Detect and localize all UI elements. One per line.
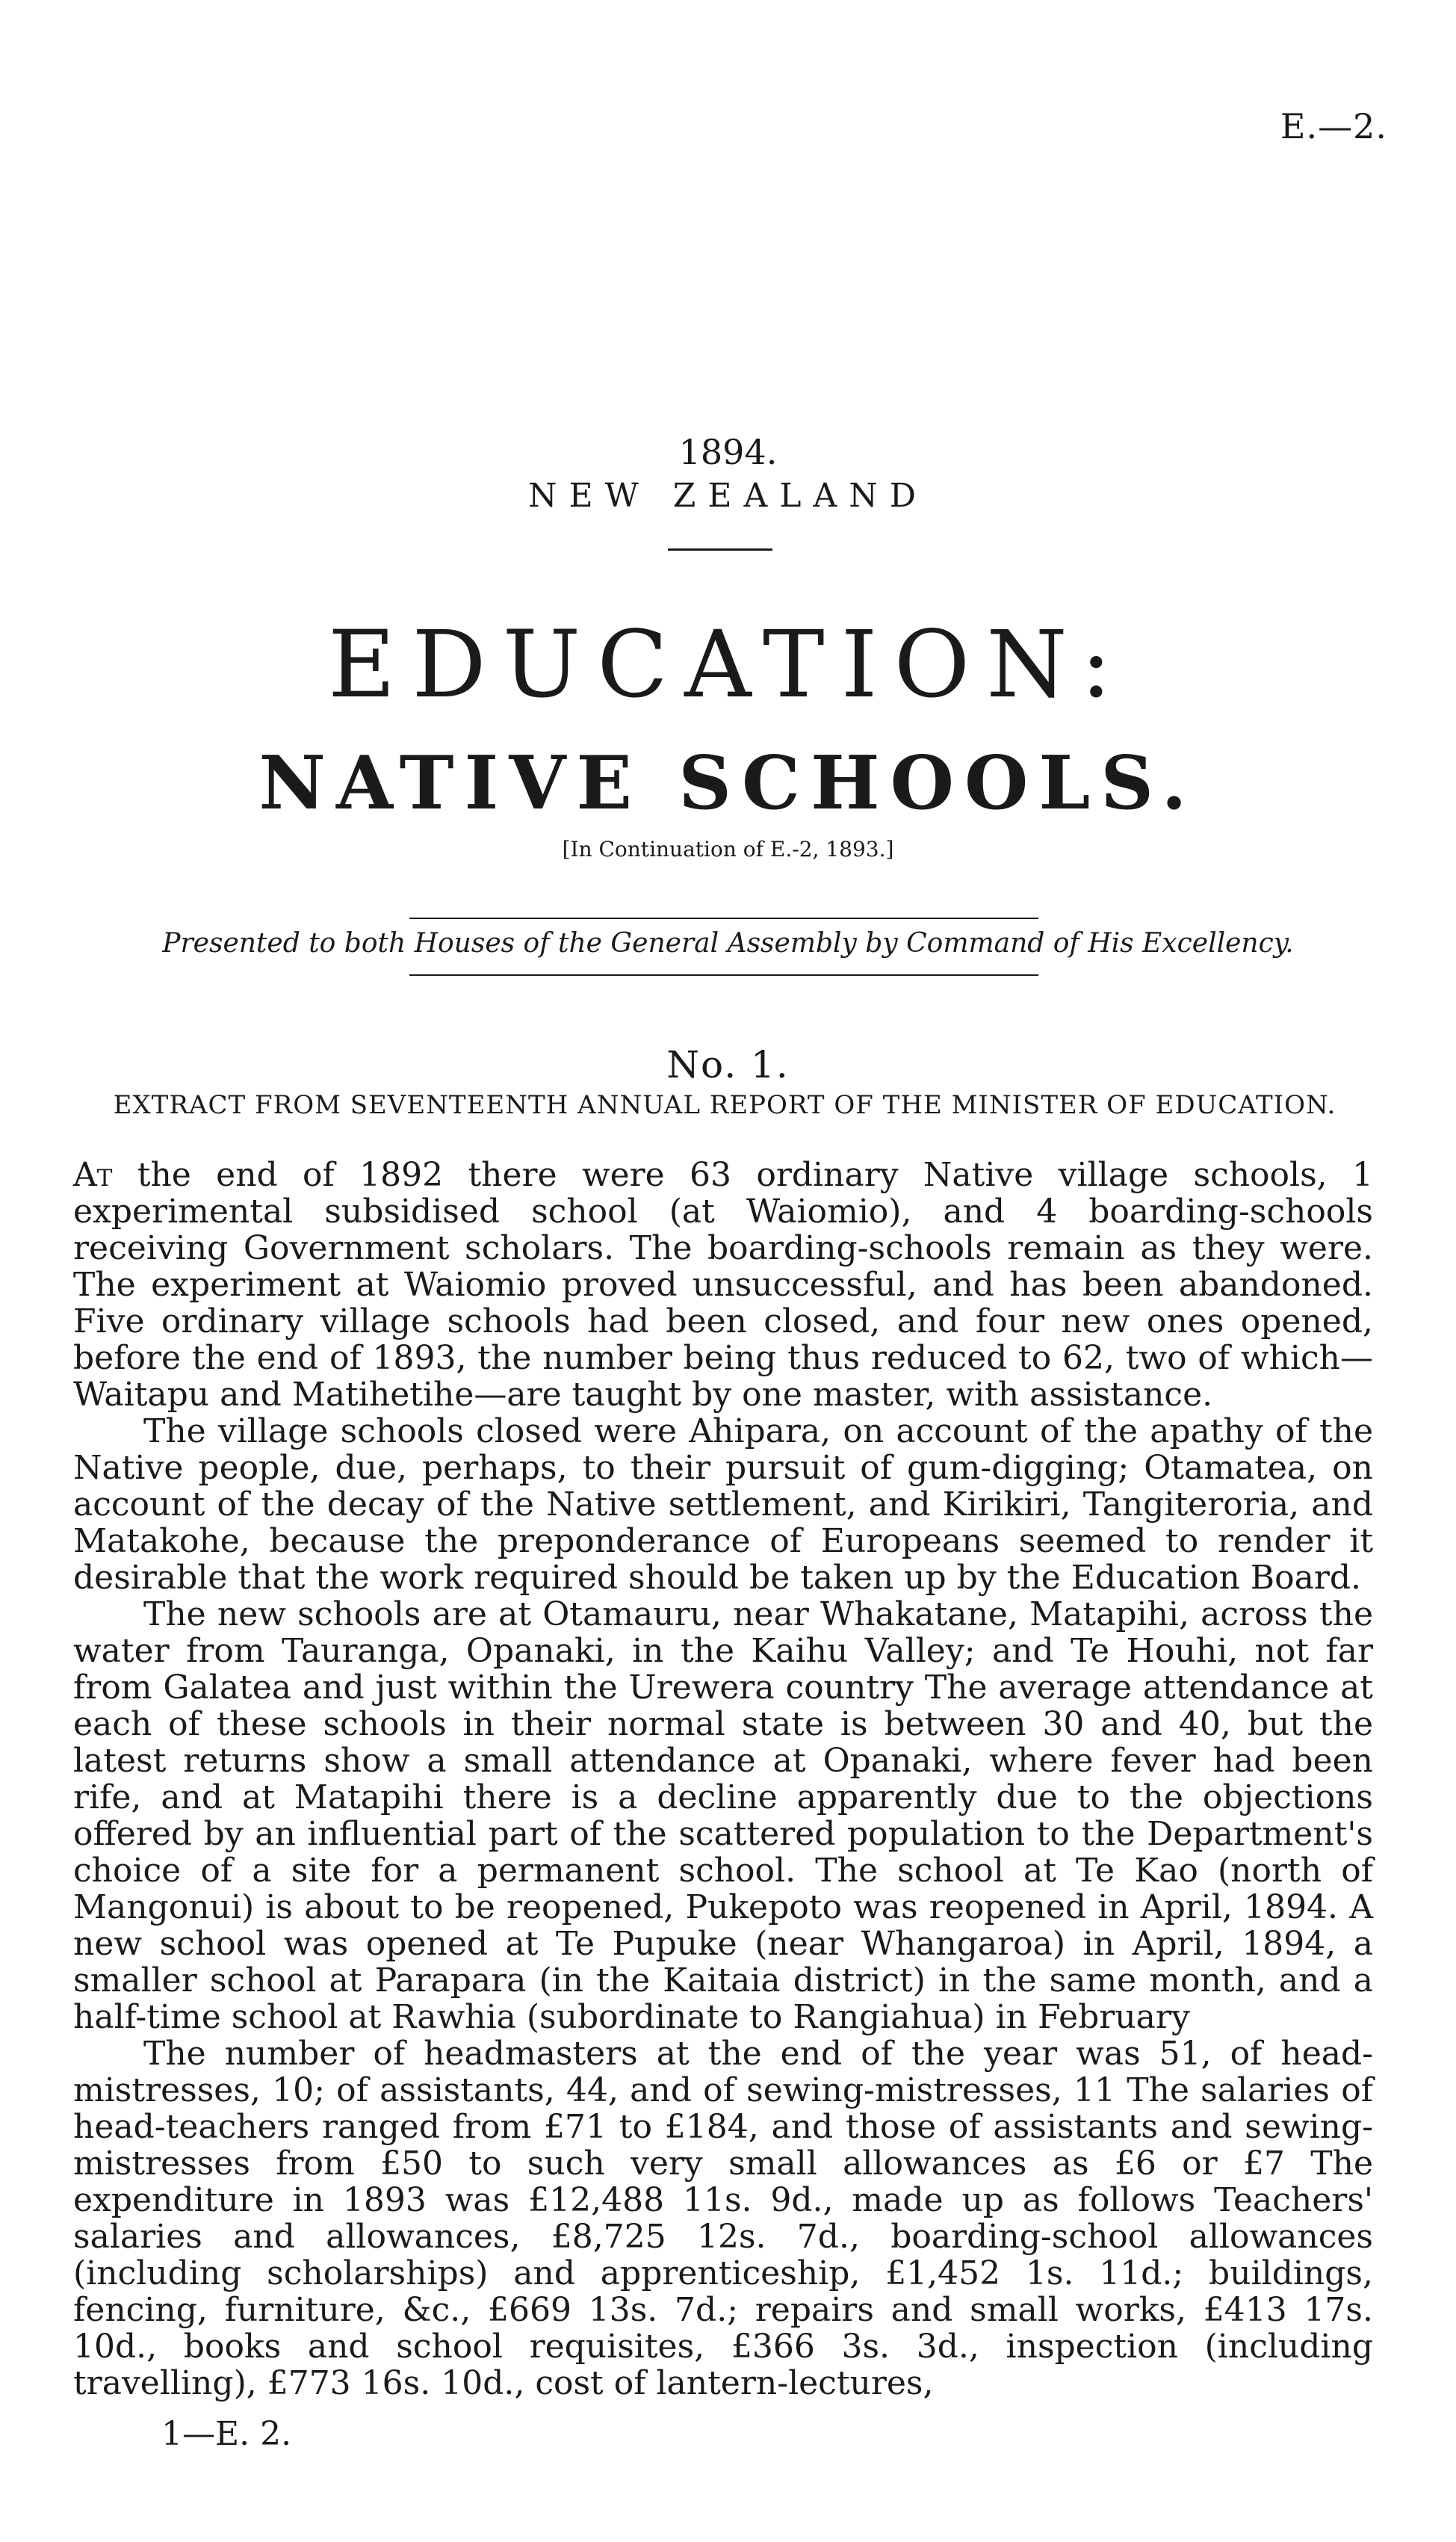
document-title: EDUCATION: (327, 611, 1129, 719)
page-code: E.—2. (1280, 106, 1387, 146)
presented-rule-top (409, 918, 1038, 919)
report-year: 1894. (678, 432, 778, 472)
page-signature: 1—E. 2. (161, 2415, 292, 2453)
paragraph: The new schools are at Otamauru, near Whakatane, Matapihi, across the water from Tauranga, Opanaki, in the Kaihu Valley; and Te Houhi, not far from Galatea and just within the Urewera country The average attendance at each of these schools in their normal state is between 30 and 40, but the latest returns show a small attendance at Opanaki, where fever had been rife, and at Matapihi there is a decline apparently due to the objections offered by an influential part of the scattered population to the Department's choice of a site for a permanent school. The school at Te Kao (north of Mangonui) is about to be reopened, Pukepoto was reopened in April, 1894. A new school was opened at Te Pupuke (near Whangaroa) in April, 1894, a smaller school at Parapara (in the Kaitaia district) in the same month, and a half-time school at Rawhia (subordinate to Rangiahua) in February (73, 1595, 1373, 2036)
paragraph (73, 1157, 1373, 1413)
paragraph-text: the end of 1892 there were 63 ordinary Native village schools, 1 experimental subsidised school (at Waiomio), and 4 boarding-schools receiving Government scholars. The boarding-schools remain as they were. The experiment at Waiomio proved unsuccessful, and has been abandoned. Five ordinary village schools had been closed, and four new ones opened, before the end of 1893, the number being thus reduced to 62, two of which—Waitapu and Matihetihe—are taught by one master, with assistance. (73, 1156, 1373, 1414)
country-name: NEW ZEALAND (527, 477, 929, 515)
continuation-note: [In Continuation of E.-2, 1893.] (562, 837, 894, 862)
section-number: No. 1. (666, 1043, 790, 1086)
paragraph: The village schools closed were Ahipara, on account of the apathy of the Native people, due, perhaps, to their pursuit of gum-digging; Otamatea, on account of the decay of the Native settlement, and Kirikiri, Tangiteroria, and Matakohe, because the preponderance of Europeans seemed to render it desirable that the work required should be taken up by the Education Board. (73, 1412, 1373, 1597)
section-heading: EXTRACT FROM SEVENTEENTH ANNUAL REPORT OF THE MINISTER OF EDUCATION. (113, 1090, 1336, 1120)
presented-rule-bottom (409, 974, 1038, 976)
report-body (73, 1157, 1373, 2402)
title-divider (668, 548, 772, 551)
paragraph: The number of headmasters at the end of the year was 51, of head-mistresses, 10; of assistants, 44, and of sewing-mistresses, 11 The salaries of head-teachers ranged from £71 to £184, and those of assistants and sewing-mistresses from £50 to such very small allowances as £6 or £7 The expenditure in 1893 was £12,488 11s. 9d., made up as follows Teachers' salaries and allowances, £8,725 12s. 7d., boarding-school allowances (including scholarships) and apprenticeship, £1,452 1s. 11d.; buildings, fencing, furniture, &c., £669 13s. 7d.; repairs and small works, £413 17s. 10d., books and school requisites, £366 3s. 3d., inspection (including travelling), £773 16s. 10d., cost of lantern-lectures, (73, 2035, 1373, 2402)
drop-word: At (73, 1156, 113, 1194)
presented-line: Presented to both Houses of the General Assembly by Command of His Excellency. (162, 928, 1294, 959)
document-subtitle: NATIVE SCHOOLS. (258, 740, 1198, 826)
